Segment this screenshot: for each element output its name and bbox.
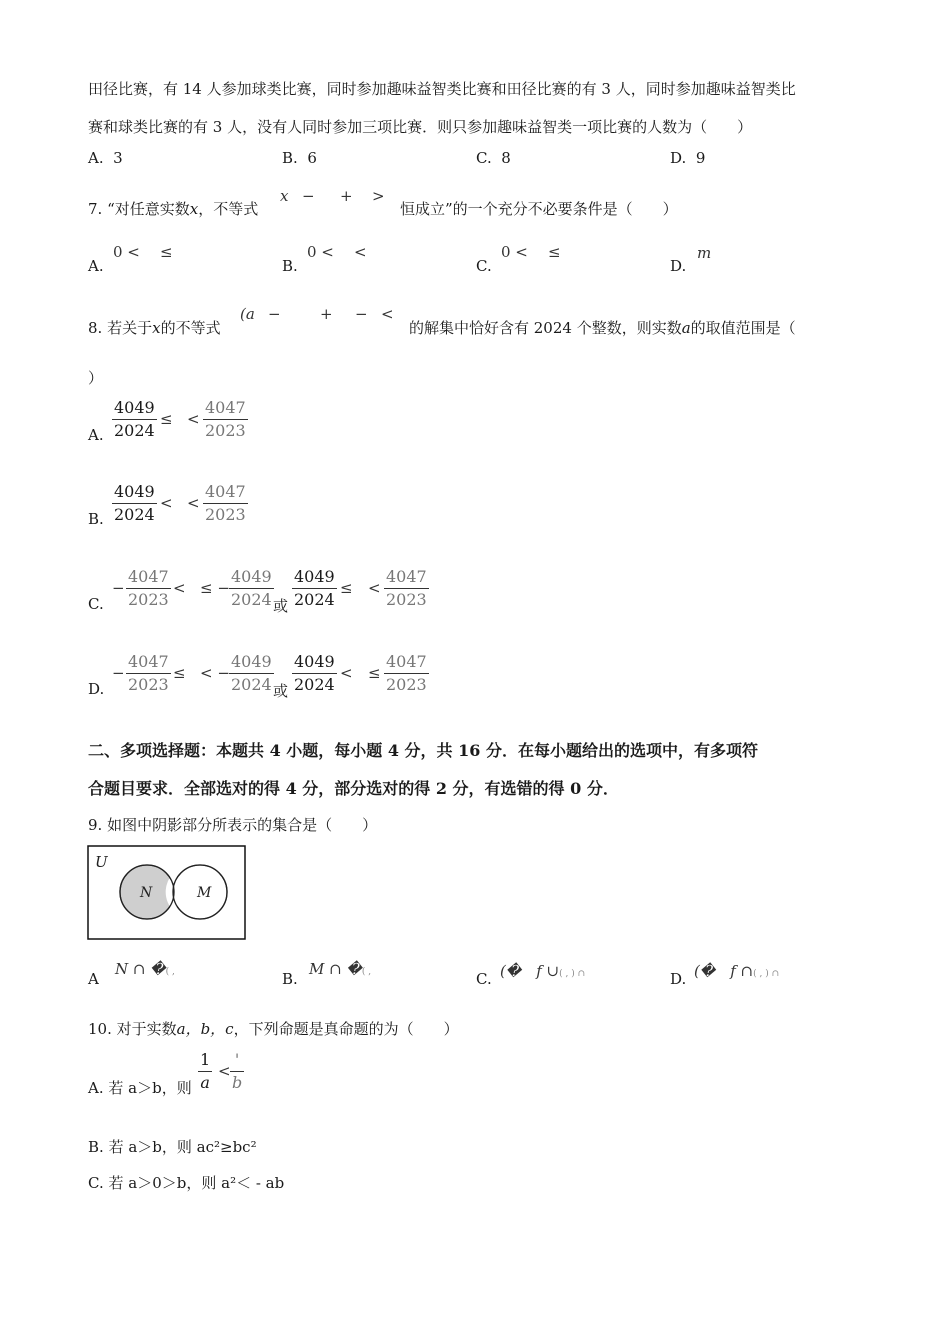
q8-option-d-sym1: ≤: [173, 664, 186, 682]
q8-option-d-frac4: $\frac{4047}{2023}$: [386, 652, 427, 694]
q10-stem: 10. 对于实数a，b，c，下列命题是真命题的为（ ）: [88, 1020, 459, 1038]
q10-option-a-frac1: $\frac{1}{a}$: [200, 1050, 211, 1092]
q7-stem: 7. “对任意实数x，不等式: [88, 200, 259, 218]
q8-option-b-frac2: $\frac{4047}{2023}$: [205, 482, 246, 524]
q8-stem-suffix: 的解集中恰好含有 2024 个整数，则实数a的取值范围是（: [409, 319, 796, 337]
q6-option-c: C. 8: [476, 149, 511, 167]
q8-stem: 8. 若关于x的不等式: [88, 319, 221, 337]
q8-option-c-sym2: ≤ −: [200, 579, 230, 597]
q8-ineq-minus1: −: [268, 305, 281, 323]
q6-option-d: D. 9: [670, 149, 706, 167]
venn-universe-label: U: [95, 853, 108, 871]
section2-heading-line2: 合题目要求．全部选对的得 4 分，部分选对的得 2 分，有选错的得 0 分．: [88, 779, 619, 798]
q9-option-a-label: A: [88, 970, 99, 988]
q9-option-c-label: C.: [476, 970, 492, 988]
q9-option-d-frag: (� f ∩( , ) ∩: [694, 962, 780, 980]
q7-option-b-frag1: 0 <: [307, 243, 334, 261]
q9-option-b-label: B.: [282, 970, 298, 988]
q9-option-d-label: D.: [670, 970, 687, 988]
q8-option-d-frac1: $\frac{4047}{2023}$: [128, 652, 169, 694]
q8-option-b-sym2: <: [187, 494, 200, 512]
q10-option-c: C. 若 a＞0＞b，则 a²＜ - ab: [88, 1174, 285, 1192]
q8-option-b-frac1: $\frac{4049}{2024}$: [114, 482, 155, 524]
q7-option-d-frag1: m: [697, 244, 712, 262]
q10-option-a: A. 若 a＞b，则: [88, 1079, 192, 1097]
q8-ineq-minus2: −: [355, 305, 368, 323]
q8-option-a-label: A.: [88, 426, 104, 444]
q8-option-a-frac1: $\frac{4049}{2024}$: [114, 398, 155, 440]
q7-option-a-label: A.: [88, 257, 104, 275]
q6-option-a: A. 3: [88, 149, 123, 167]
q7-option-c-frag1: 0 <: [501, 243, 528, 261]
q7-ineq-gt: >: [372, 187, 385, 205]
q7-option-d-label: D.: [670, 257, 687, 275]
q8-option-c-frac3: $\frac{4049}{2024}$: [294, 567, 335, 609]
q7-ineq-plus: +: [340, 187, 353, 205]
q7-option-b-label: B.: [282, 257, 298, 275]
q8-stem-close: ）: [88, 369, 104, 387]
q8-ineq-plus: +: [320, 305, 333, 323]
q10-option-a-frac2: ' b: [232, 1050, 243, 1092]
q7-option-b-frag2: <: [354, 243, 367, 261]
q8-ineq-open: (a: [240, 305, 255, 323]
q8-option-c-sym4: <: [368, 579, 381, 597]
q8-ineq-lt: <: [381, 305, 394, 323]
q8-option-d-neg: −: [112, 664, 125, 682]
q8-option-c-sym1: <: [173, 579, 186, 597]
q8-option-d-sym4: ≤: [368, 664, 381, 682]
section2-heading-line1: 二、多项选择题：本题共 4 小题，每小题 4 分，共 16 分．在每小题给出的选项中，有多项符: [88, 741, 758, 760]
q7-ineq-x: x: [280, 187, 289, 205]
q7-option-a-frag2: ≤: [160, 243, 173, 261]
q8-option-c-or: 或: [273, 597, 289, 615]
venn-label-n: N: [140, 885, 153, 901]
q8-option-c-frac1: $\frac{4047}{2023}$: [128, 567, 169, 609]
q8-option-b-sym1: <: [160, 494, 173, 512]
q7-stem-suffix: 恒成立”的一个充分不必要条件是（ ）: [400, 200, 678, 218]
q9-option-b-frag: M ∩ �( ,: [309, 960, 372, 978]
q6-line1: 田径比赛，有 14 人参加球类比赛，同时参加趣味益智类比赛和田径比赛的有 3 人，同时参加趣味益智类比: [88, 80, 796, 98]
q8-option-c-neg: −: [112, 579, 125, 597]
q9-stem: 9. 如图中阴影部分所表示的集合是（ ）: [88, 816, 378, 834]
q7-option-c-frag2: ≤: [548, 243, 561, 261]
q10-option-b: B. 若 a＞b，则 ac²≥bc²: [88, 1138, 257, 1156]
q7-ineq-minus: −: [302, 187, 315, 205]
q8-option-c-frac4: $\frac{4047}{2023}$: [386, 567, 427, 609]
q10-option-a-sym: <: [218, 1062, 231, 1080]
q8-option-d-sym2: < −: [200, 664, 230, 682]
q7-option-c-label: C.: [476, 257, 492, 275]
q8-option-d-sym3: <: [340, 664, 353, 682]
q8-option-d-or: 或: [273, 682, 289, 700]
q8-option-c-frac2: $\frac{4049}{2024}$: [231, 567, 272, 609]
q8-option-c-label: C.: [88, 595, 104, 613]
q6-line2: 赛和球类比赛的有 3 人，没有人同时参加三项比赛．则只参加趣味益智类一项比赛的人数为（ ）: [88, 118, 753, 136]
q8-option-a-sym1: ≤: [160, 410, 173, 428]
q6-option-b: B. 6: [282, 149, 317, 167]
q8-option-a-frac2: $\frac{4047}{2023}$: [205, 398, 246, 440]
venn-diagram: [87, 845, 247, 941]
q9-option-a-frag: N ∩ �( ,: [115, 960, 175, 978]
q8-option-c-sym3: ≤: [340, 579, 353, 597]
venn-label-m: M: [197, 885, 212, 901]
q9-option-c-frag: (� f ∪( , ) ∩: [500, 962, 586, 980]
q8-option-a-sym2: <: [187, 410, 200, 428]
q8-option-d-label: D.: [88, 680, 105, 698]
q8-option-b-label: B.: [88, 510, 104, 528]
q7-option-a-frag1: 0 <: [113, 243, 140, 261]
q8-option-d-frac2: $\frac{4049}{2024}$: [231, 652, 272, 694]
q8-option-d-frac3: $\frac{4049}{2024}$: [294, 652, 335, 694]
